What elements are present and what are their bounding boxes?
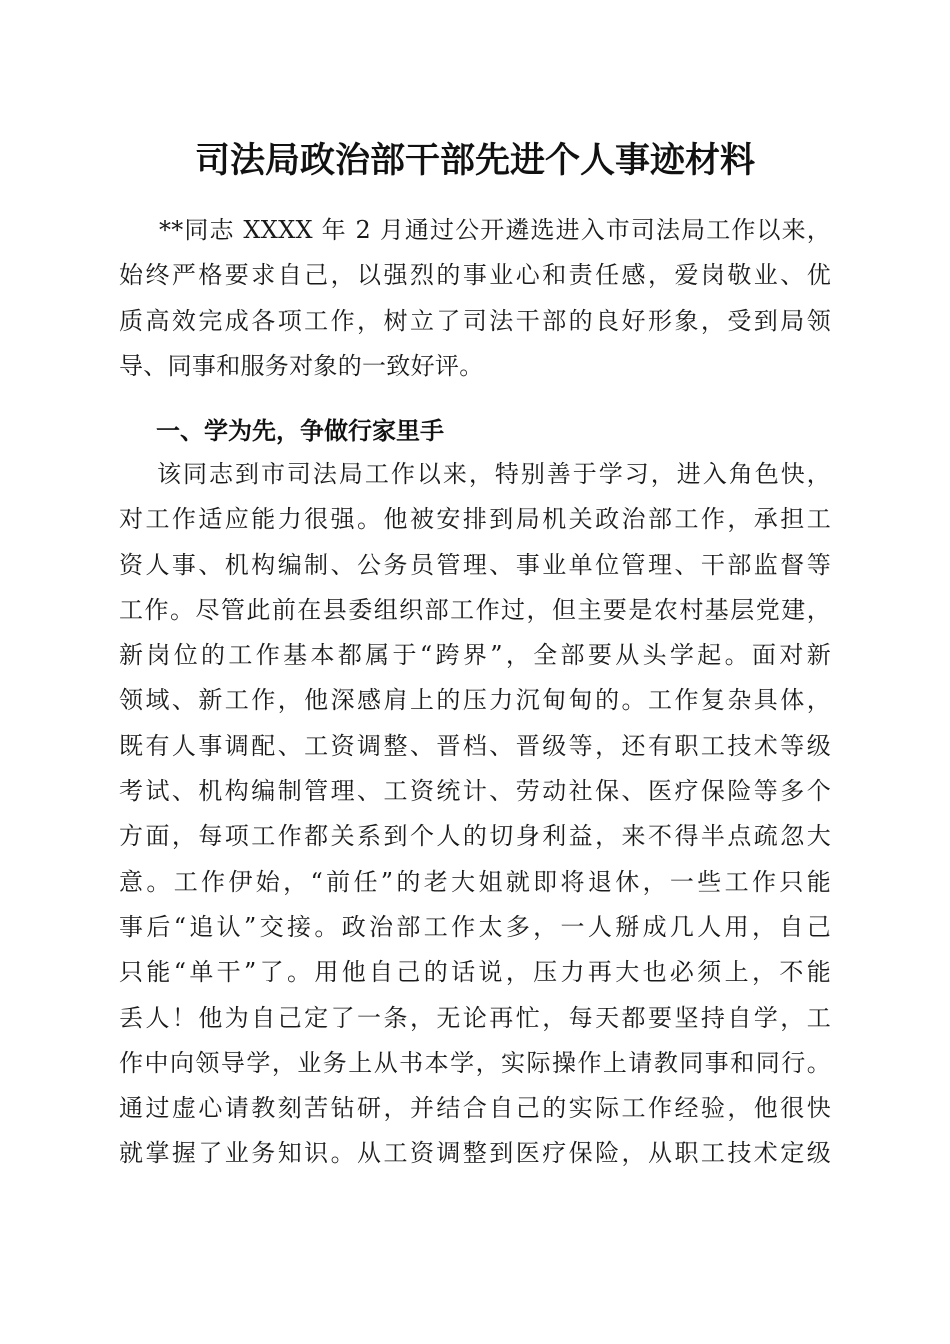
section1-paragraph [119,452,831,1177]
paragraph-line: 工作。尽管此前在县委组织部工作过，但主要是农村基层党建， [119,595,831,624]
paragraph-line: 考试、机构编制管理、工资统计、劳动社保、医疗保险等多个 [119,777,831,806]
paragraph-line: 方面，每项工作都关系到个人的切身利益，来不得半点疏忽大 [119,822,831,851]
document-title: 司法局政治部干部先进个人事迹材料 [194,140,755,181]
paragraph-line: 领域、新工作，他深感肩上的压力沉甸甸的。工作复杂具体， [119,686,831,715]
paragraph-line: 意。工作伊始，“前任”的老大姐就即将退休，一些工作只能 [119,867,831,896]
paragraph-line: 丢人！他为自己定了一条，无论再忙，每天都要坚持自学，工 [119,1003,831,1032]
paragraph-line: 事后“追认”交接。政治部工作太多，一人掰成几人用，自己 [119,912,831,941]
paragraph-line: 只能“单干”了。用他自己的话说，压力再大也必须上，不能 [119,958,831,987]
intro-paragraph [119,208,831,389]
paragraph-line: 导、同事和服务对象的一致好评。 [119,351,484,380]
section-heading: 一、学为先，争做行家里手 [156,417,444,445]
paragraph-line: 质高效完成各项工作，树立了司法干部的良好形象，受到局领 [119,306,831,335]
paragraph-line: 作中向领导学，业务上从书本学，实际操作上请教同事和同行。 [119,1048,831,1077]
paragraph-line: 对工作适应能力很强。他被安排到局机关政治部工作，承担工 [119,505,831,534]
paragraph-line: **同志 XXXX 年 2 月通过公开遴选进入市司法局工作以来， [159,216,831,244]
paragraph-line: 该同志到市司法局工作以来，特别善于学习，进入角色快， [157,460,831,488]
paragraph-line: 始终严格要求自己，以强烈的事业心和责任感，爱岗敬业、优 [119,261,831,290]
paragraph-line: 通过虚心请教刻苦钻研，并结合自己的实际工作经验，他很快 [119,1094,831,1123]
paragraph-line: 就掌握了业务知识。从工资调整到医疗保险，从职工技术定级 [119,1139,831,1168]
paragraph-line: 资人事、机构编制、公务员管理、事业单位管理、干部监督等 [119,550,831,579]
paragraph-line: 既有人事调配、工资调整、晋档、晋级等，还有职工技术等级 [119,731,831,760]
paragraph-line: 新岗位的工作基本都属于“跨界”，全部要从头学起。面对新 [119,641,831,670]
